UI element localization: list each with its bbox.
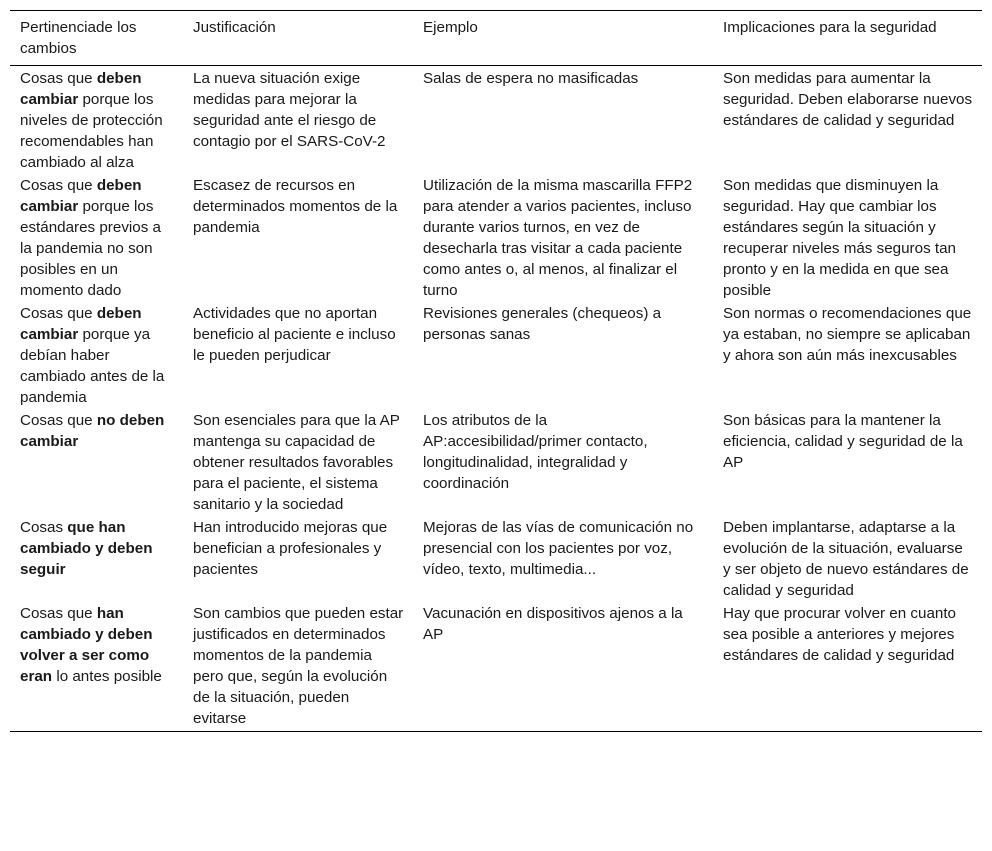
cell-implicaciones: Son medidas para aumentar la seguridad. Deben elaborarse nuevos estándares de calidad y seguridad — [723, 70, 973, 129]
cell-pertinencia: Cosas que han cambiado y deben seguir — [20, 519, 153, 578]
table-row — [10, 66, 982, 176]
cell-justificacion: Han introducido mejoras que benefician a profesionales y pacientes — [193, 519, 388, 578]
cell-ejemplo: Revisiones generales (chequeos) a personas sanas — [423, 305, 662, 343]
header-implicaciones: Implicaciones para la seguridad — [723, 19, 937, 36]
cell-implicaciones: Son normas o recomendaciones que ya estaban, no siempre se aplicaban y ahora son aún más inexcusables — [723, 305, 972, 364]
cell-pertinencia: Cosas que deben cambiar porque los estándares previos a la pandemia no son posibles en un momento dado — [20, 177, 161, 299]
changes-table — [10, 10, 982, 732]
header-ejemplo: Ejemplo — [423, 19, 478, 36]
table-header — [10, 11, 982, 66]
cell-justificacion: Actividades que no aportan beneficio al paciente e incluso le pueden perjudicar — [193, 305, 396, 364]
cell-ejemplo: Mejoras de las vías de comunicación no presencial con los pacientes por voz, vídeo, texto, multimedia... — [423, 519, 694, 578]
table-row — [10, 517, 982, 603]
cell-ejemplo: Salas de espera no masificadas — [423, 70, 639, 87]
table-row — [10, 303, 982, 410]
header-row — [10, 11, 982, 66]
cell-justificacion: La nueva situación exige medidas para mejorar la seguridad ante el riesgo de contagio por el SARS-CoV-2 — [193, 70, 386, 150]
cell-ejemplo: Vacunación en dispositivos ajenos a la AP — [423, 605, 683, 643]
cell-pertinencia: Cosas que deben cambiar porque los niveles de protección recomendables han cambiado al alza — [20, 70, 163, 171]
cell-implicaciones: Deben implantarse, adaptarse a la evolución de la situación, evaluarse y ser objeto de nuevo estándares de calidad y seguridad — [723, 519, 969, 599]
header-justificacion: Justificación — [193, 19, 276, 36]
table-container — [10, 10, 982, 732]
table-row — [10, 410, 982, 517]
cell-implicaciones: Son medidas que disminuyen la seguridad. Hay que cambiar los estándares según la situación y recuperar niveles más seguros tan pronto y en la medida en que sea posible — [723, 177, 956, 299]
table-row — [10, 175, 982, 303]
table-body — [10, 66, 982, 732]
cell-ejemplo: Utilización de la misma mascarilla FFP2 para atender a varios pacientes, incluso durante varios turnos, en vez de desecharla tras visitar a cada paciente como antes o, al menos, al finalizar el turno — [423, 177, 693, 299]
cell-implicaciones: Hay que procurar volver en cuanto sea posible a anteriores y mejores estándares de calidad y seguridad — [723, 605, 957, 664]
cell-justificacion: Son esenciales para que la AP mantenga su capacidad de obtener resultados favorables para el paciente, el sistema sanitario y la sociedad — [193, 412, 400, 513]
header-pertinencia: Pertinenciade los cambios — [20, 19, 137, 57]
cell-justificacion: Son cambios que pueden estar justificados en determinados momentos de la pandemia pero que, según la evolución de la situación, pueden evitarse — [193, 605, 404, 727]
cell-justificacion: Escasez de recursos en determinados momentos de la pandemia — [193, 177, 398, 236]
cell-ejemplo: Los atributos de la AP:accesibilidad/primer contacto, longitudinalidad, integralidad y coordinación — [423, 412, 648, 492]
cell-pertinencia: Cosas que han cambiado y deben volver a ser como eran lo antes posible — [20, 605, 162, 685]
cell-implicaciones: Son básicas para la mantener la eficiencia, calidad y seguridad de la AP — [723, 412, 963, 471]
cell-pertinencia: Cosas que deben cambiar porque ya debían haber cambiado antes de la pandemia — [20, 305, 165, 406]
cell-pertinencia: Cosas que no deben cambiar — [20, 412, 165, 450]
table-row — [10, 603, 982, 732]
